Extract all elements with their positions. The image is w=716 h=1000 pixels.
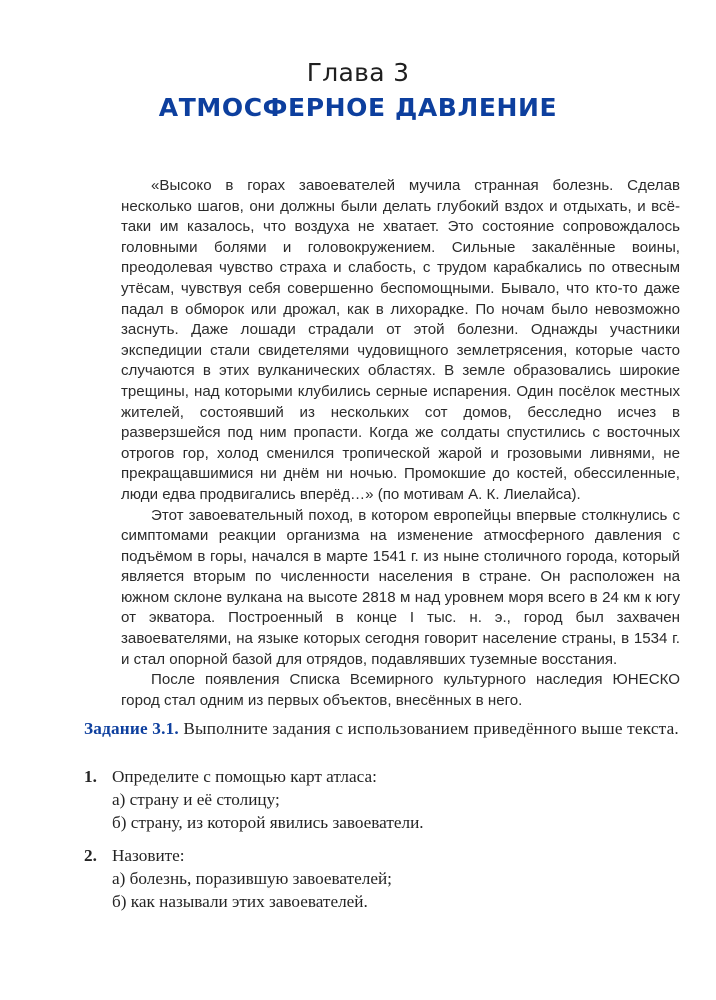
task-text: Выполните задания с использованием приведённого выше текста. (183, 719, 679, 738)
task-block (84, 717, 682, 913)
prose-paragraph-2: Этот завоевательный поход, в котором европейцы впервые столкнулись с симптомами реакции организма на изменение атмосферного давления с подъёмом в горы, начался в марте 1541 г. из ныне столичного города, который является вторым по численности населения в стране. Он расположен на южном склоне вулкана на высоте 2818 м над уровнем моря всего в 24 км к югу от экватора. Построенный в конце I тыс. н. э., город был захвачен завоевателями, на языке которых сегодня говорит население страны, в 1534 г. и стал опорной базой для отрядов, подавлявших туземные восстания. (121, 506, 680, 668)
task-list (84, 765, 682, 913)
task-subitem: б) страну, из которой явились завоеватели. (112, 813, 424, 832)
prose-paragraph-1: «Высоко в горах завоевателей мучила странная болезнь. Сделав несколько шагов, они должны были делать глубокий вздох и отдыхать, и всё-таки им казалось, что воздуха не хватает. Это состояние сопровождалось головными болями и головокружением. Сильные закалённые воины, преодолевая чувство страха и слабость, с трудом карабкались по отвесным утёсам, чувствуя себя совершенно беспомощными. Бывало, что кто-то даже падал в обморок или дрожал, как в лихорадке. По ночам было невозможно заснуть. Даже лошади страдали от этой болезни. Однажды участники экспедиции стали свидетелями чудовищного землетрясения, которые часто случаются в этих вулканических областях. В земле образовались широкие трещины, над которыми клубились серные испарения. Один посёлок местных жителей, состоявший из нескольких сот домов, бесследно исчез в разверзшейся под ним пропасти. Когда же солдаты спустились с восточных отрогов гор, холод сменился тропической жарой и грозовыми ливнями, не прекращавшимися ни днём ни ночью. Промокшие до костей, обессиленные, люди едва продвигались вперёд…» (по мотивам А. К. Лиелайса). (121, 177, 680, 503)
task-item-text: Назовите: (112, 846, 185, 865)
task-intro (84, 717, 682, 740)
prose-block (121, 176, 680, 711)
task-subitem: а) болезнь, поразившую завоевателей; (112, 869, 392, 888)
prose-paragraph-3: После появления Списка Всемирного культурного наследия ЮНЕСКО город стал одним из первых объектов, внесённых в него. (121, 671, 680, 709)
task-item-number: 1. (84, 767, 97, 786)
task-item-1 (84, 765, 682, 834)
chapter-title: АТМОСФЕРНОЕ ДАВЛЕНИЕ (158, 93, 558, 122)
task-item-text: Определите с помощью карт атласа: (112, 767, 377, 786)
task-label: Задание 3.1. (84, 719, 179, 738)
task-subitem: а) страну и её столицу; (112, 790, 280, 809)
chapter-label: Глава 3 (306, 58, 410, 87)
task-subitem: б) как называли этих завоевателей. (112, 892, 368, 911)
task-item-number: 2. (84, 846, 97, 865)
task-item-2 (84, 844, 682, 913)
